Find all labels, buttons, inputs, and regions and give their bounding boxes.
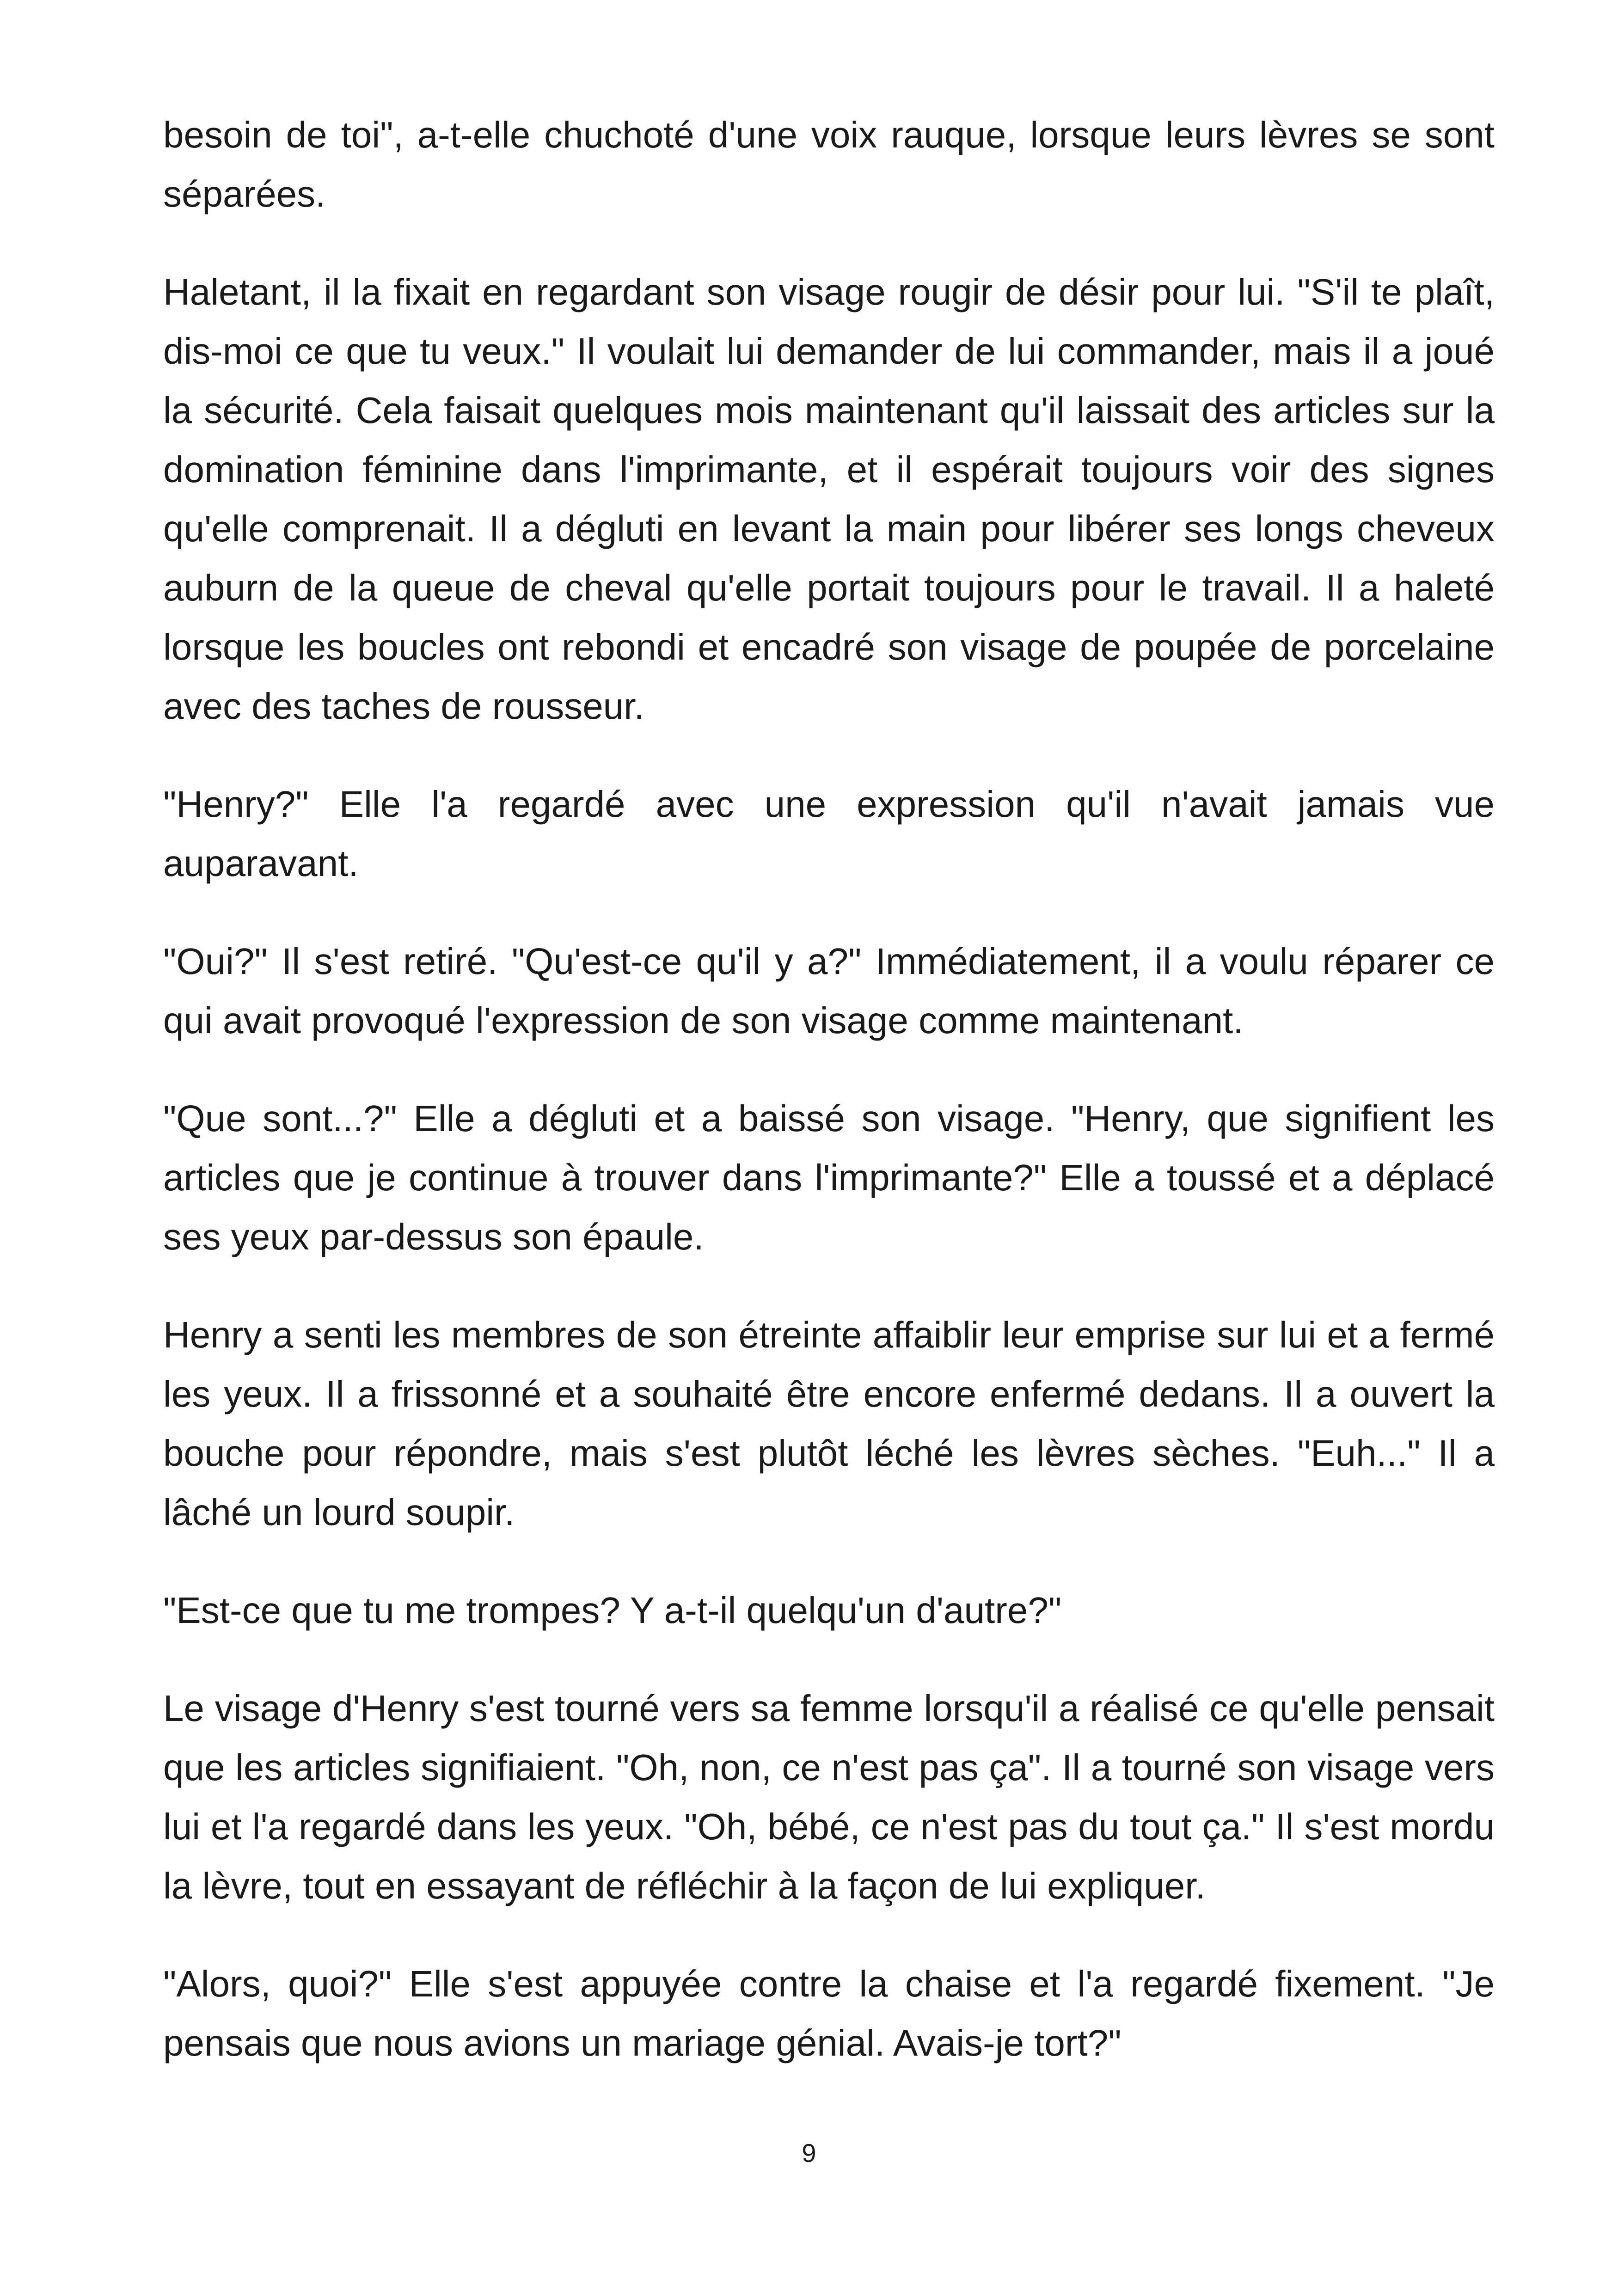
paragraph-5: "Que sont...?" Elle a dégluti et a baissé son visage. "Henry, que signifient les articles que je continue à trouver dans l'imprimante?" Elle a toussé et a déplacé ses yeux par-dessus son épaule. [163,1098,1495,1257]
paragraph-4: "Oui?" Il s'est retiré. "Qu'est-ce qu'il y a?" Immédiatement, il a voulu réparer ce qui avait provoqué l'expression de son visage comme maintenant. [163,941,1495,1041]
paragraph-9: "Alors, quoi?" Elle s'est appuyée contre la chaise et l'a regardé fixement. "Je pensais que nous avions un mariage génial. Avais-je tort?" [163,1963,1495,2063]
paragraph-6: Henry a senti les membres de son étreinte affaiblir leur emprise sur lui et a fermé les yeux. Il a frissonné et a souhaité être encore enfermé dedans. Il a ouvert la bouche pour répondre, mais s'est plutôt léché les lèvres sèches. "Euh..." Il a lâché un lourd soupir. [163,1314,1495,1533]
paragraph-2: Haletant, il la fixait en regardant son visage rougir de désir pour lui. "S'il te plaît, dis-moi ce que tu veux." Il voulait lui demander de lui commander, mais il a joué la sécurité. Cela faisait quelques mois maintenant qu'il laissait des articles sur la domination féminine dans l'imprimante, et il espérait toujours voir des signes qu'elle comprenait. Il a dégluti en levant la main pour libérer ses longs cheveux auburn de la queue de cheval qu'elle portait toujours pour le travail. Il a haleté lorsque les boucles ont rebondi et encadré son visage de poupée de porcelaine avec des taches de rousseur. [163,271,1495,727]
paragraph-7: "Est-ce que tu me trompes? Y a-t-il quelqu'un d'autre?" [163,1590,1062,1631]
paragraph-8: Le visage d'Henry s'est tourné vers sa femme lorsqu'il a réalisé ce qu'elle pensait que les articles signifiaient. "Oh, non, ce n'est pas ça". Il a tourné son visage vers lui et l'a regardé dans les yeux. "Oh, bébé, ce n'est pas du tout ça." Il s'est mordu la lèvre, tout en essayant de réfléchir à la façon de lui expliquer. [163,1688,1495,1906]
page-number: 9 [802,2138,816,2167]
body-text [163,105,1495,2112]
paragraph-3: "Henry?" Elle l'a regardé avec une expression qu'il n'avait jamais vue auparavant. [163,784,1495,884]
paragraph-1: besoin de toi", a-t-elle chuchoté d'une voix rauque, lorsque leurs lèvres se sont séparées. [163,114,1495,214]
